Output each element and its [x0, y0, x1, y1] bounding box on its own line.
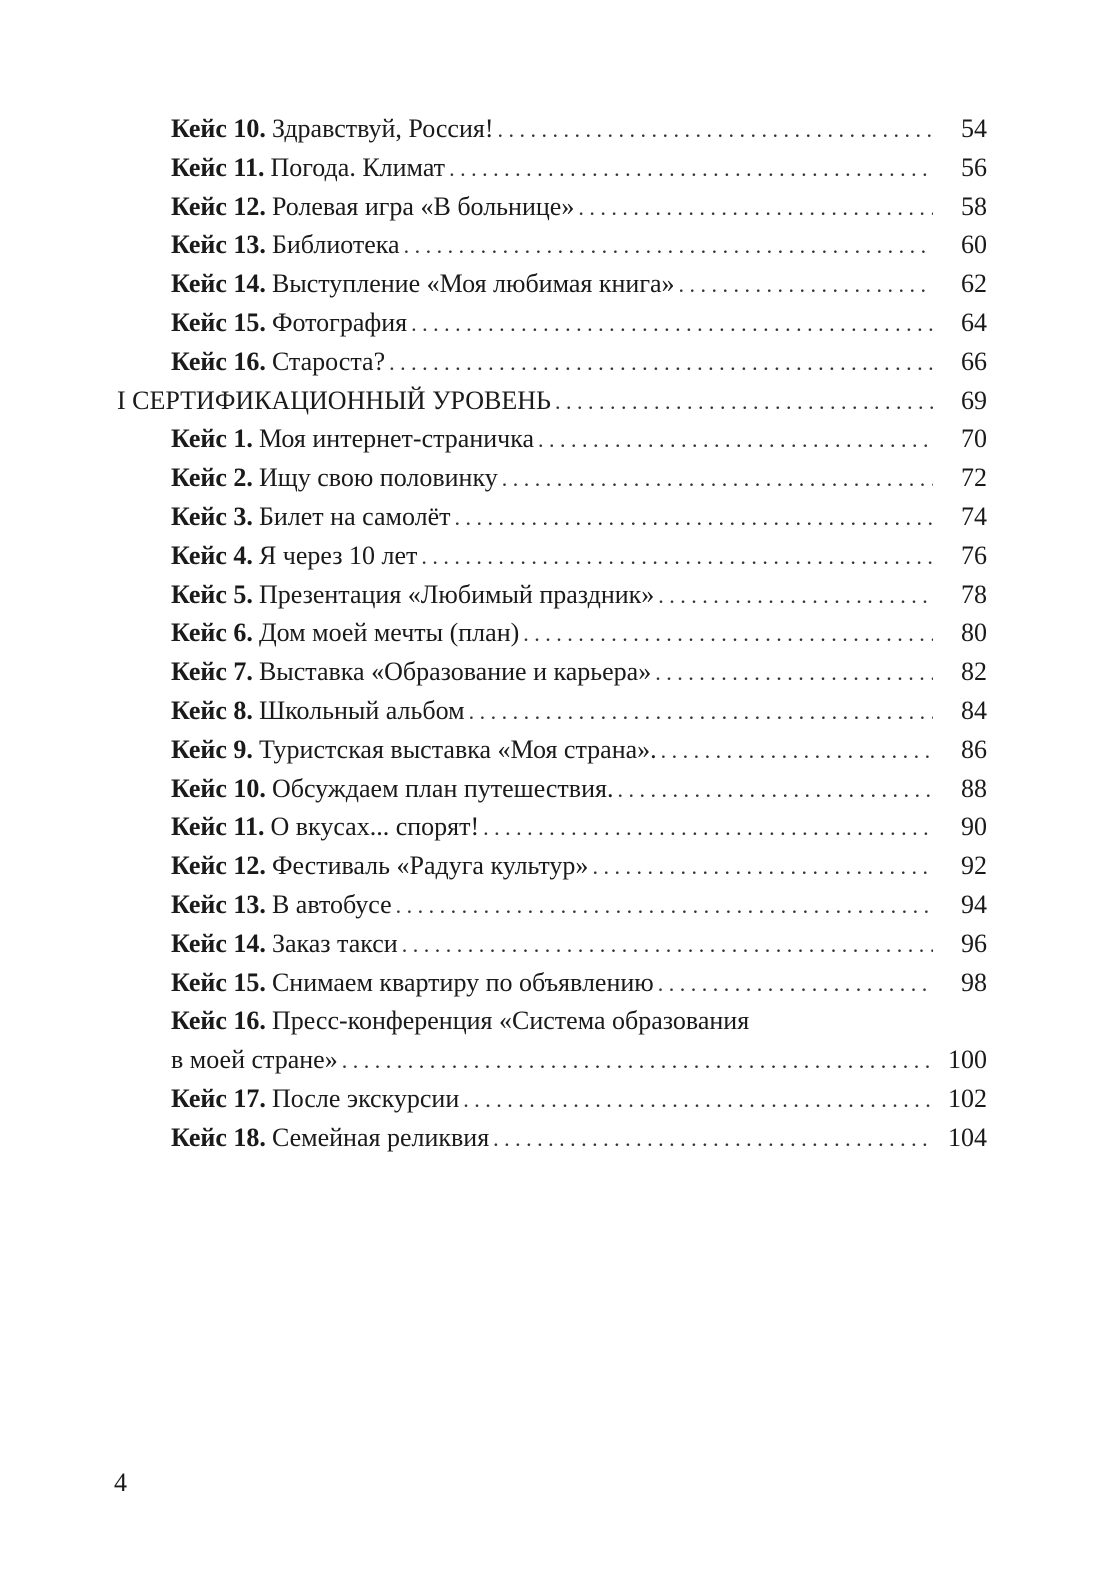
toc-entry-row	[117, 653, 987, 692]
toc-entry-title: Пресс-конференция «Система образования	[271, 1006, 750, 1036]
toc-page-number: 92	[961, 851, 987, 881]
toc-entry-row	[117, 692, 987, 731]
toc-entry-label	[171, 692, 465, 731]
toc-page-number: 54	[961, 114, 987, 143]
toc-entry-label	[171, 1041, 338, 1080]
toc-entry-label	[171, 770, 613, 809]
toc-entry-title: Заказ такси	[271, 928, 398, 958]
case-number: Кейс 10.	[171, 114, 266, 143]
case-number: Кейс 10.	[171, 773, 266, 803]
case-number: Кейс 9.	[171, 734, 253, 764]
toc-entry-label	[171, 226, 400, 265]
dot-leader	[538, 421, 933, 460]
dot-leader	[617, 771, 933, 810]
toc-entry-label	[171, 498, 451, 537]
toc-entry-label	[171, 1002, 749, 1041]
toc-entry-row	[117, 1041, 987, 1080]
toc-page-number: 80	[961, 618, 987, 648]
table-of-contents	[117, 110, 987, 1158]
dot-leader	[396, 887, 933, 926]
case-number: Кейс 7.	[171, 657, 253, 687]
toc-entry-label	[171, 149, 445, 188]
dot-leader	[421, 538, 933, 577]
toc-page-number: 82	[961, 657, 987, 687]
toc-entry-title: Фестиваль «Радуга культур»	[271, 851, 589, 881]
case-number: Кейс 13.	[171, 230, 266, 260]
toc-entry-label	[171, 886, 392, 925]
toc-entry-title: После экскурсии	[271, 1083, 460, 1113]
toc-entry-row	[117, 925, 987, 964]
toc-entry-title: I СЕРТИФИКАЦИОННЫЙ УРОВЕНЬ	[117, 385, 551, 415]
dot-leader	[449, 150, 933, 189]
toc-entry-label	[171, 459, 498, 498]
toc-entry-row	[117, 498, 987, 537]
dot-leader	[342, 1042, 933, 1081]
toc-entry-title: Билет на самолёт	[258, 501, 451, 531]
toc-entry-label	[171, 265, 675, 304]
case-number: Кейс 11.	[171, 812, 265, 842]
toc-entry-row	[117, 149, 987, 188]
dot-leader	[493, 1120, 933, 1159]
toc-page-number: 62	[961, 269, 987, 299]
toc-entry-title: в моей стране»	[171, 1045, 338, 1075]
dot-leader	[389, 344, 933, 383]
case-number: Кейс 1.	[171, 424, 253, 454]
toc-page-number: 88	[961, 773, 987, 803]
dot-leader	[502, 460, 933, 499]
dot-leader	[661, 732, 933, 771]
dot-leader	[404, 227, 933, 266]
case-number: Кейс 18.	[171, 1122, 266, 1152]
toc-entry-row	[117, 1119, 987, 1158]
toc-entry-label	[171, 847, 588, 886]
toc-entry-label	[171, 110, 493, 149]
toc-page-number: 102	[948, 1083, 987, 1113]
toc-entry-label	[171, 614, 519, 653]
toc-page-number: 70	[961, 424, 987, 454]
toc-entry-row	[117, 964, 987, 1003]
toc-entry-row	[117, 576, 987, 615]
toc-entry-label	[171, 964, 654, 1003]
toc-entry-title: Я через 10 лет	[258, 540, 418, 570]
toc-page-number: 90	[961, 812, 987, 842]
dot-leader	[463, 1081, 933, 1120]
dot-leader	[483, 809, 933, 848]
toc-entry-title: Туристская выставка «Моя страна».	[258, 734, 657, 764]
toc-page-number: 84	[961, 695, 987, 725]
toc-page-number: 56	[961, 152, 987, 182]
toc-entry-row	[117, 265, 987, 304]
toc-entry-title: Дом моей мечты (план)	[258, 618, 520, 648]
case-number: Кейс 15.	[171, 967, 266, 997]
toc-entry-title: Староста?	[271, 346, 386, 376]
toc-entry-row	[117, 304, 987, 343]
case-number: Кейс 6.	[171, 618, 253, 648]
case-number: Кейс 5.	[171, 579, 253, 609]
case-number: Кейс 17.	[171, 1083, 266, 1113]
toc-page-number: 74	[961, 501, 987, 531]
toc-entry-title: В автобусе	[271, 889, 392, 919]
toc-entry-row	[117, 808, 987, 847]
toc-entry-title: Выступление «Моя любимая книга»	[271, 269, 675, 299]
toc-entry-label	[171, 1080, 459, 1119]
toc-entry-row	[117, 226, 987, 265]
toc-entry-title: Ищу свою половинку	[258, 463, 498, 493]
case-number: Кейс 16.	[171, 346, 266, 376]
toc-page-number: 104	[948, 1122, 987, 1152]
toc-entry-title: Ролевая игра «В больнице»	[271, 191, 575, 221]
toc-entry-row	[117, 343, 987, 382]
toc-entry-row	[117, 770, 987, 809]
dot-leader	[555, 383, 933, 422]
dot-leader	[411, 305, 933, 344]
toc-entry-label	[171, 653, 651, 692]
toc-entry-title: Обсуждаем план путешествия.	[271, 773, 614, 803]
toc-entry-label	[171, 731, 657, 770]
toc-entry-label	[171, 304, 407, 343]
dot-leader	[658, 577, 933, 616]
toc-entry-title: Здравствуй, Россия!	[271, 114, 494, 143]
toc-entry-label	[171, 420, 534, 459]
toc-entry-row	[117, 614, 987, 653]
toc-entry-row	[117, 847, 987, 886]
toc-entry-label	[171, 537, 417, 576]
toc-entry-label	[171, 343, 385, 382]
case-number: Кейс 16.	[171, 1006, 266, 1036]
toc-page-number: 76	[961, 540, 987, 570]
page-number: 4	[114, 1468, 127, 1497]
toc-entry-row	[117, 420, 987, 459]
toc-entry-title: Библиотека	[271, 230, 400, 260]
toc-entry-row	[117, 110, 987, 149]
toc-entry-label	[117, 382, 551, 421]
toc-page-number: 58	[961, 191, 987, 221]
toc-entry-title: Школьный альбом	[258, 695, 465, 725]
dot-leader	[679, 266, 933, 305]
case-number: Кейс 13.	[171, 889, 266, 919]
case-number: Кейс 4.	[171, 540, 253, 570]
case-number: Кейс 14.	[171, 928, 266, 958]
case-number: Кейс 12.	[171, 851, 266, 881]
case-number: Кейс 3.	[171, 501, 253, 531]
dot-leader	[658, 965, 933, 1004]
dot-leader	[655, 654, 933, 693]
toc-entry-title: Снимаем квартиру по объявлению	[271, 967, 654, 997]
dot-leader	[592, 848, 933, 887]
toc-entry-row	[117, 1002, 987, 1041]
toc-page-number: 94	[961, 889, 987, 919]
toc-entry-title: Семейная реликвия	[271, 1122, 490, 1152]
dot-leader	[455, 499, 934, 538]
toc-page-number: 69	[961, 385, 987, 415]
toc-section-row	[117, 382, 987, 421]
dot-leader	[402, 926, 933, 965]
toc-entry-title: О вкусах... спорят!	[270, 812, 480, 842]
toc-page-number: 98	[961, 967, 987, 997]
toc-entry-label	[171, 925, 398, 964]
case-number: Кейс 15.	[171, 307, 266, 337]
case-number: Кейс 14.	[171, 269, 266, 299]
toc-entry-label	[171, 1119, 489, 1158]
toc-entry-title: Выставка «Образование и карьера»	[258, 657, 652, 687]
dot-leader	[469, 693, 933, 732]
toc-entry-title: Моя интернет-страничка	[258, 424, 535, 454]
toc-entry-title: Погода. Климат	[270, 152, 446, 182]
toc-page-number: 100	[948, 1045, 987, 1075]
case-number: Кейс 2.	[171, 463, 253, 493]
toc-page-number: 86	[961, 734, 987, 764]
toc-page-number: 72	[961, 463, 987, 493]
toc-entry-row	[117, 731, 987, 770]
toc-entry-title: Фотография	[271, 307, 408, 337]
toc-entry-title: Презентация «Любимый праздник»	[258, 579, 655, 609]
toc-entry-label	[171, 188, 574, 227]
toc-entry-row	[117, 188, 987, 227]
case-number: Кейс 12.	[171, 191, 266, 221]
dot-leader	[497, 111, 933, 150]
toc-entry-row	[117, 1080, 987, 1119]
toc-entry-row	[117, 459, 987, 498]
toc-page-number: 78	[961, 579, 987, 609]
toc-page-number: 64	[961, 307, 987, 337]
toc-entry-row	[117, 537, 987, 576]
dot-leader	[523, 615, 933, 654]
dot-leader	[578, 189, 933, 228]
toc-entry-row	[117, 886, 987, 925]
case-number: Кейс 8.	[171, 695, 253, 725]
toc-entry-label	[171, 576, 654, 615]
toc-entry-label	[171, 808, 479, 847]
toc-page-number: 96	[961, 928, 987, 958]
toc-page-number: 60	[961, 230, 987, 260]
toc-page-number: 66	[961, 346, 987, 376]
case-number: Кейс 11.	[171, 152, 265, 182]
